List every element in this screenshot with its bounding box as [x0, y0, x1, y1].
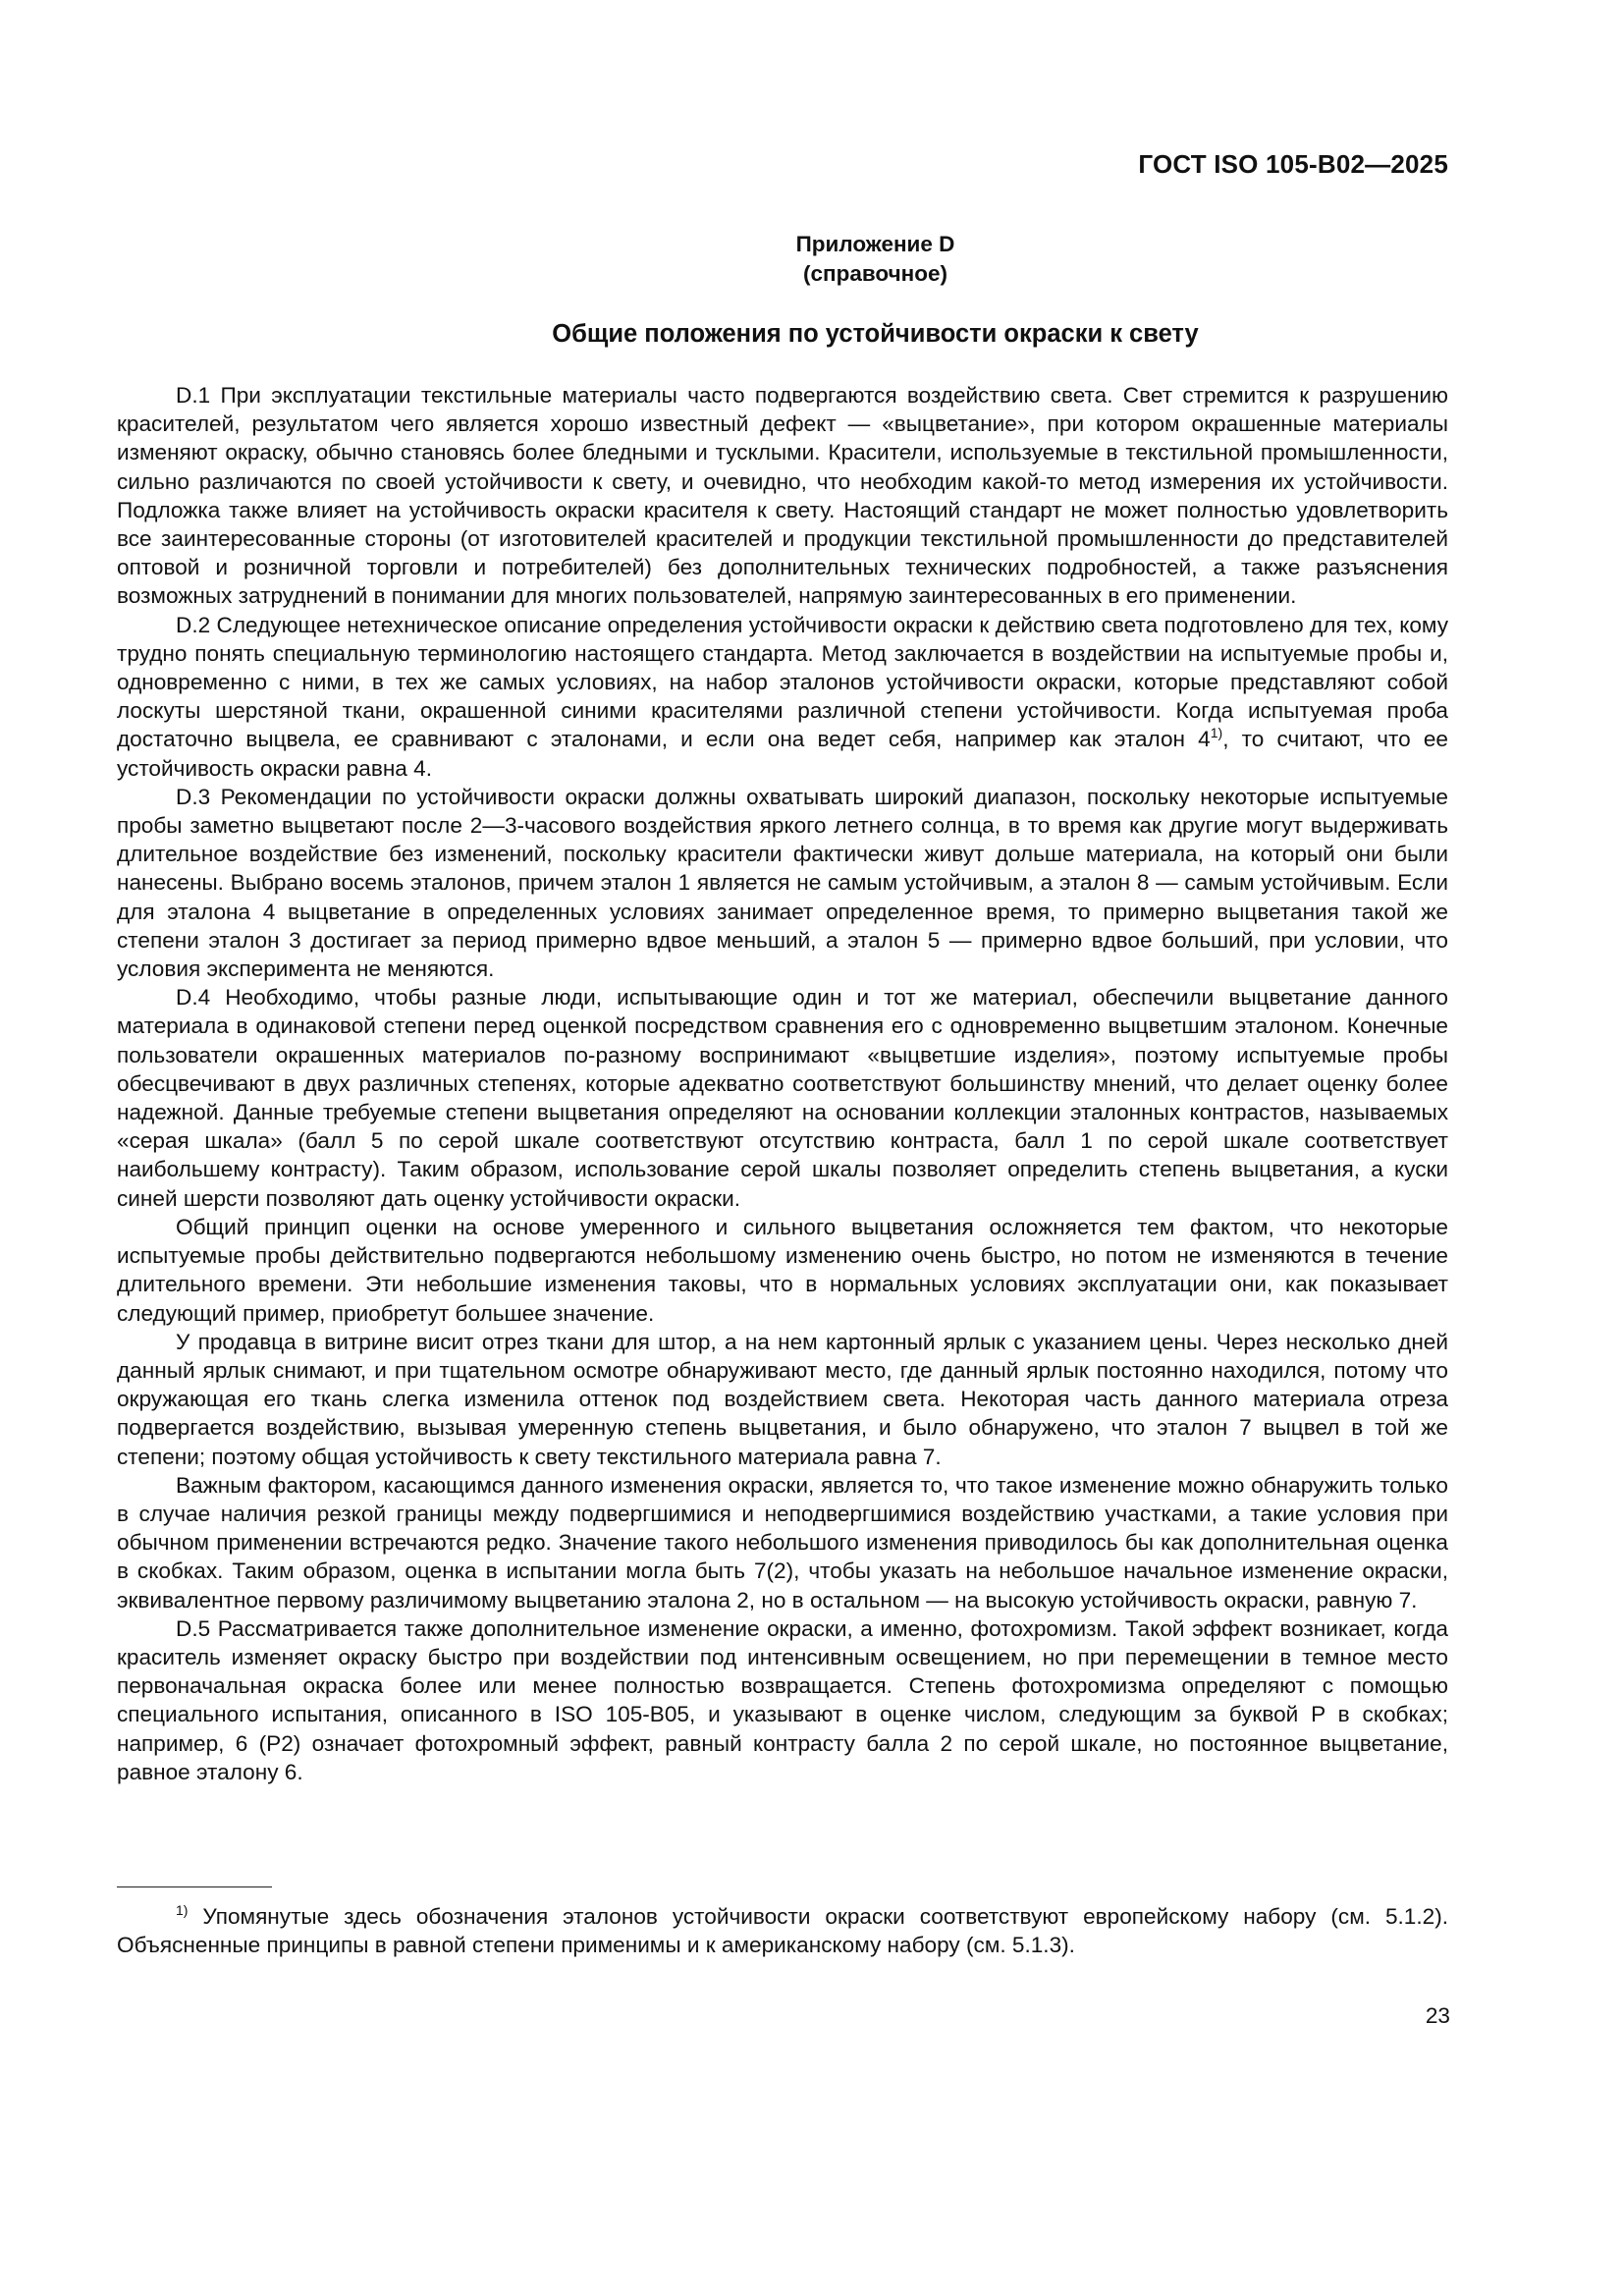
appendix-type: (справочное): [803, 261, 947, 286]
paragraph-example: [117, 1328, 1448, 1471]
paragraph-text: D.4 Необходимо, чтобы разные люди, испытывающие один и тот же материал, обеспечили выцветание данного материала в одинаковой степени перед оценкой посредством сравнения его с одновременно выцветшим эталоном. Конечные пользователи окрашенных материалов по-разному воспринимают «выцветшие изделия», поэтому испытуемые пробы обесцвечивают в двух различных степенях, которые адекватно соответствуют большинству мнений, что делает оценку более надежной. Данные требуемые степени выцветания определяют на основании коллекции эталонных контрастов, называемых «серая шкала» (балл 5 по серой шкале соответствуют отсутствию контраста, балл 1 по серой шкале соответствует наибольшему контрасту). Таким образом, использование серой шкалы позволяет определить степень выцветания, а куски синей шерсти позволяют дать оценку устойчивости окраски.: [117, 985, 1448, 1211]
paragraph-text: D.3 Рекомендации по устойчивости окраски должны охватывать широкий диапазон, поскольку некоторые испытуемые пробы заметно выцветают после 2—3-часового воздействия яркого летнего солнца, в то время как другие могут выдерживать длительное воздействие без изменений, поскольку красители фактически живут дольше материала, на который они были нанесены. Выбрано восемь эталонов, причем эталон 1 является не самым устойчивым, а эталон 8 — самым устойчивым. Если для эталона 4 выцветание в определенных условиях занимает определенное время, то примерно выцветания такой же степени эталон 3 достигает за период примерно вдвое меньший, а эталон 5 — примерно вдвое больший, при условии, что условия эксперимента не меняются.: [117, 784, 1448, 982]
section-title: [0, 320, 1623, 349]
paragraph-important-factor: [117, 1471, 1448, 1614]
paragraph-text: D.2 Следующее нетехническое описание определения устойчивости окраски к действию света подготовлено для тех, кому трудно понять специальную терминологию настоящего стандарта. Метод заключается в воздействии на испытуемые пробы и, одновременно с ними, в тех же самых условиях, на набор эталонов устойчивости окраски, которые представляют собой лоскуты шерстяной ткани, окрашенной синими красителями различной степени устойчивости. Когда испытуемая проба достаточно выцвела, ее сравнивают с эталонами, и если она ведет себя, например как эталон 4: [117, 612, 1448, 752]
footnote-paragraph: [117, 1902, 1448, 1959]
document-code-header: ГОСТ ISO 105-B02—2025: [1138, 149, 1448, 179]
paragraph-text: D.1 При эксплуатации текстильные материалы часто подвергаются воздействию света. Свет стремится к разрушению красителей, результатом чего является хорошо известный дефект — «выцветание», при котором окрашенные материалы изменяют окраску, обычно становясь более бледными и тусклыми. Красители, используемые в текстильной промышленности, сильно различаются по своей устойчивости к свету, и очевидно, что необходим какой-то метод измерения их устойчивости. Подложка также влияет на устойчивость окраски красителя к свету. Настоящий стандарт не может полностью удовлетворить все заинтересованные стороны (от изготовителей красителей и продукции текстильной промышленности до представителей оптовой и розничной торговли и потребителей) без дополнительных технических подробностей, а также разъяснения возможных затруднений в понимании для многих пользователей, напрямую заинтересованных в его применении.: [117, 383, 1448, 609]
body-text: [117, 381, 1448, 1786]
appendix-label: Приложение D: [795, 232, 955, 256]
paragraph-text: D.5 Рассматривается также дополнительное изменение окраски, а именно, фотохромизм. Такой эффект возникает, когда краситель изменяет окраску быстро при воздействии под интенсивным освещением, но при перемещении в темное место первоначальная окраска более или менее полностью возвращается. Степень фотохромизма определяют с помощью специального испытания, описанного в ISO 105-B05, и указывают в оценке числом, следующим за буквой P в скобках; например, 6 (P2) означает фотохромный эффект, равный контрасту балла 2 по серой шкале, но постоянное выцветание, равное эталону 6.: [117, 1615, 1448, 1784]
paragraph-d3: [117, 783, 1448, 983]
appendix-heading: [0, 230, 1623, 289]
footnote: [117, 1902, 1448, 1959]
footnote-reference: 1): [1210, 725, 1223, 741]
paragraph-d1: [117, 381, 1448, 611]
paragraph-text-continued: , то считают, что ее устойчивость окраски равна 4.: [117, 727, 1448, 781]
paragraph-text: Важным фактором, касающимся данного изменения окраски, является то, что такое изменение можно обнаружить только в случае наличия резкой границы между подвергшимися и неподвергшимися воздействию участками, а такие условия при обычном применении встречаются редко. Значение такого небольшого изменения приводилось бы как дополнительная оценка в скобках. Таким образом, оценка в испытании могла быть 7(2), чтобы указать на небольшое начальное изменение окраски, эквивалентное первому различимому выцветанию эталона 2, но в остальном — на высокую устойчивость окраски, равную 7.: [117, 1472, 1448, 1613]
page-number: 23: [1425, 2003, 1450, 2028]
paragraph-d4: [117, 983, 1448, 1213]
paragraph-general-principle: [117, 1213, 1448, 1328]
paragraph-d2: [117, 611, 1448, 783]
paragraph-text: У продавца в витрине висит отрез ткани для штор, а на нем картонный ярлык с указанием цены. Через несколько дней данный ярлык снимают, и при тщательном осмотре обнаруживают место, где данный ярлык постоянно находился, потому что окружающая его ткань слегка изменила оттенок под воздействием света. Некоторая часть данного материала отреза подвергается воздействию, вызывая умеренную степень выцветания, и было обнаружено, что эталон 7 выцвел в той же степени; поэтому общая устойчивость к свету текстильного материала равна 7.: [117, 1329, 1448, 1469]
paragraph-text: Общий принцип оценки на основе умеренного и сильного выцветания осложняется тем фактом, что некоторые испытуемые пробы действительно подвергаются небольшому изменению очень быстро, но потом не изменяются в течение длительного времени. Эти небольшие изменения таковы, что в нормальных условиях эксплуатации они, как показывает следующий пример, приобретут большее значение.: [117, 1214, 1448, 1326]
section-title-text: Общие положения по устойчивости окраски к свету: [552, 320, 1199, 348]
footnote-separator: [117, 1886, 272, 1887]
paragraph-d5: [117, 1614, 1448, 1786]
footnote-text: Упомянутые здесь обозначения эталонов устойчивости окраски соответствуют европейскому набору (см. 5.1.2). Объясненные принципы в равной степени применимы и к американскому набору (см. 5.1.3).: [117, 1904, 1448, 1958]
footnote-marker: 1): [176, 1902, 189, 1918]
